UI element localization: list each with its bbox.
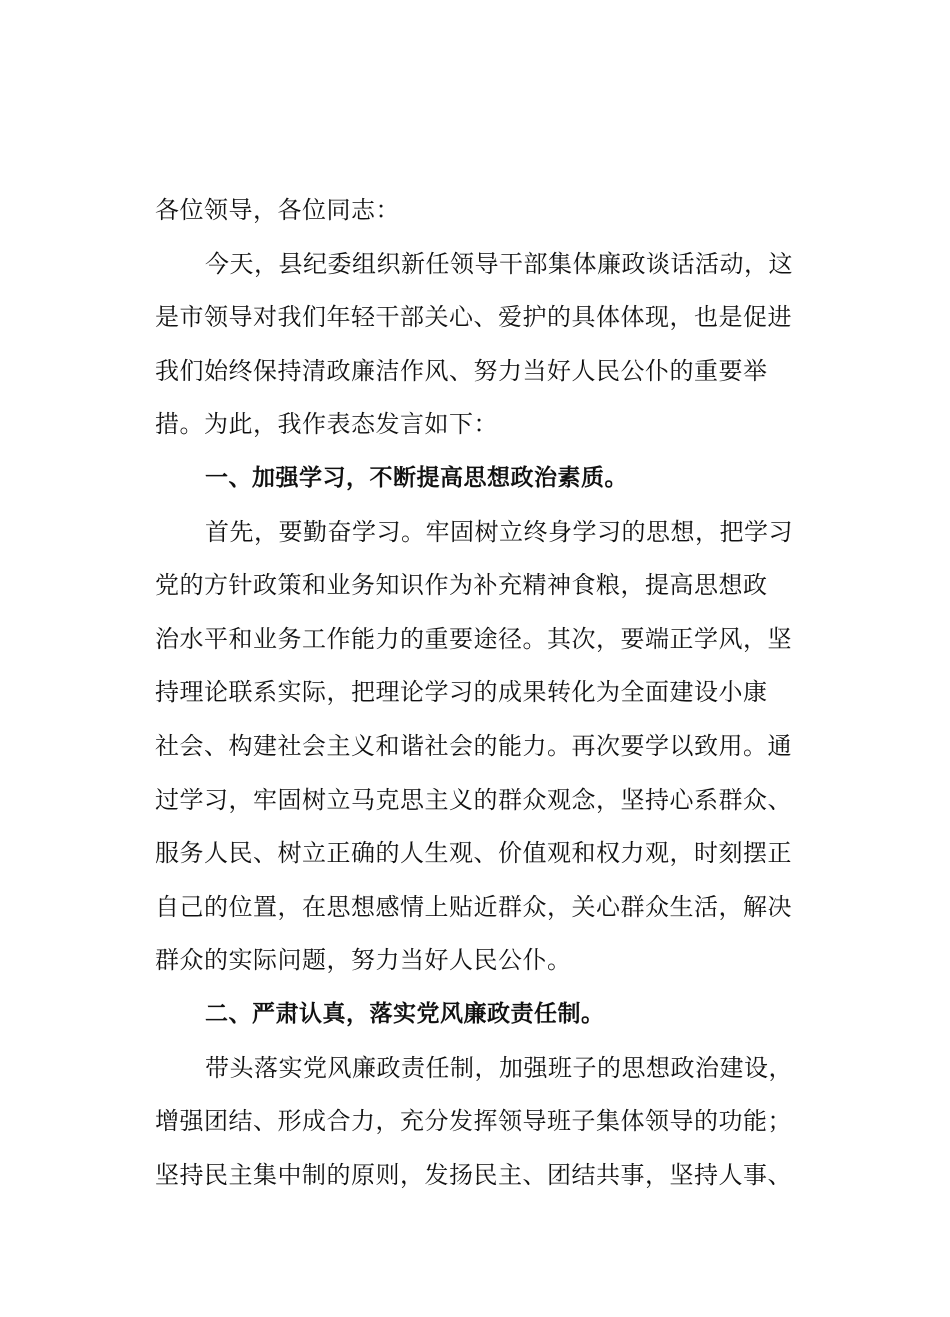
paragraph-line: 持理论联系实际，把理论学习的成果转化为全面建设小康 [155, 678, 768, 707]
section-heading-2: 二、严肃认真，落实党风廉政责任制。 [205, 1000, 605, 1027]
paragraph-line: 服务人民、树立正确的人生观、价值观和权力观，时刻摆正 [155, 839, 792, 868]
document-body [155, 184, 805, 1202]
paragraph-line: 治水平和业务工作能力的重要途径。其次，要端正学风，坚 [155, 624, 792, 653]
paragraph-intro [155, 238, 805, 452]
paragraph-line: 增强团结、形成合力，充分发挥领导班子集体领导的功能； [155, 1107, 792, 1136]
salutation: 各位领导，各位同志： [155, 196, 400, 224]
paragraph-line: 党的方针政策和业务知识作为补充精神食粮，提高思想政 [155, 571, 768, 600]
paragraph-line: 今天，县纪委组织新任领导干部集体廉政谈话活动，这 [205, 249, 793, 278]
paragraph-line: 社会、构建社会主义和谐社会的能力。再次要学以致用。通 [155, 731, 792, 760]
paragraph-line: 过学习，牢固树立马克思主义的群众观念，坚持心系群众、 [155, 785, 792, 814]
section-heading-1: 一、加强学习，不断提高思想政治素质。 [205, 464, 628, 491]
paragraph-study [155, 506, 805, 988]
paragraph-line: 措。为此，我作表态发言如下： [155, 410, 498, 439]
paragraph-responsibility [155, 1042, 805, 1203]
paragraph-line: 是市领导对我们年轻干部关心、爱护的具体体现，也是促进 [155, 303, 792, 332]
paragraph-line: 首先，要勤奋学习。牢固树立终身学习的思想，把学习 [205, 517, 793, 546]
paragraph-line: 我们始终保持清政廉洁作风、努力当好人民公仆的重要举 [155, 356, 768, 385]
paragraph-line: 自己的位置，在思想感情上贴近群众，关心群众生活，解决 [155, 892, 792, 921]
paragraph-line: 带头落实党风廉政责任制，加强班子的思想政治建设， [205, 1053, 793, 1082]
paragraph-line: 群众的实际问题，努力当好人民公仆。 [155, 946, 572, 975]
paragraph-line: 坚持民主集中制的原则，发扬民主、团结共事，坚持人事、 [155, 1160, 792, 1189]
